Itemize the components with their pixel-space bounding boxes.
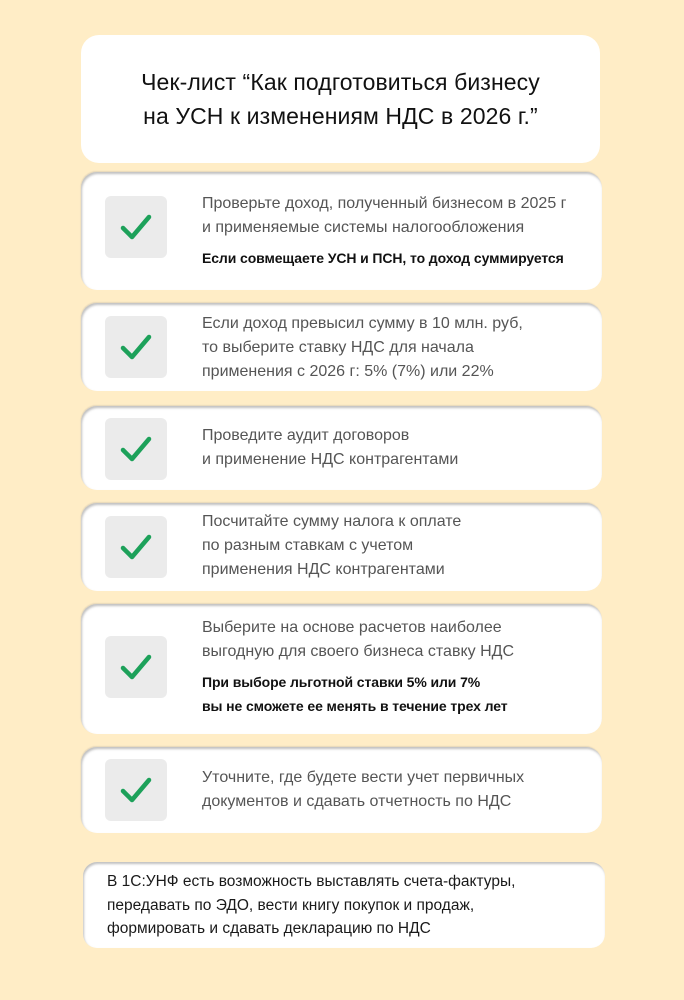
title-card: [81, 35, 600, 163]
checkbox[interactable]: [105, 196, 167, 258]
item-text: [202, 424, 594, 472]
checklist-item: [81, 604, 602, 734]
page-title: [141, 65, 540, 133]
checkmark-icon: [119, 434, 153, 464]
checkmark-icon: [119, 532, 153, 562]
item-main-line: Посчитайте сумму налога к оплате: [202, 513, 462, 530]
item-note-line: Если совмещаете УСН и ПСН, то доход суммируется: [202, 250, 564, 266]
checkbox[interactable]: [105, 759, 167, 821]
checkbox[interactable]: [105, 636, 167, 698]
title-line: Чек-лист “Как подготовиться бизнесу: [141, 69, 540, 95]
info-note: [83, 862, 605, 948]
item-note-line: вы не сможете ее менять в течение трех лет: [202, 698, 508, 714]
item-main-line: по разным ставкам с учетом: [202, 537, 414, 554]
checkmark-icon: [119, 332, 153, 362]
item-main-line: Проверьте доход, полученный бизнесом в 2025 г: [202, 195, 567, 212]
item-text: [202, 192, 594, 270]
checklist-item: [81, 406, 602, 490]
item-main-line: и применение НДС контрагентами: [202, 451, 459, 468]
info-text: [107, 870, 515, 941]
item-text: [202, 510, 594, 582]
item-text: [202, 312, 594, 384]
item-text: [202, 766, 594, 814]
item-main-line: выгодную для своего бизнеса ставку НДС: [202, 643, 515, 660]
title-line: на УСН к изменениям НДС в 2026 г.”: [143, 103, 538, 129]
info-line: передавать по ЭДО, вести книгу покупок и продаж,: [107, 896, 475, 914]
checkmark-icon: [119, 652, 153, 682]
checkbox[interactable]: [105, 516, 167, 578]
checklist-item: [81, 503, 602, 591]
item-note-line: При выборе льготной ставки 5% или 7%: [202, 674, 481, 690]
item-main-line: применения с 2026 г: 5% (7%) или 22%: [202, 363, 494, 380]
item-main-line: Уточните, где будете вести учет первичных: [202, 769, 525, 786]
checkbox[interactable]: [105, 316, 167, 378]
item-main-line: и применяемые системы налогообложения: [202, 219, 525, 236]
item-main-line: документов и сдавать отчетность по НДС: [202, 793, 512, 810]
info-line: В 1С:УНФ есть возможность выставлять счета-фактуры,: [107, 873, 516, 890]
info-line: формировать и сдавать декларацию по НДС: [107, 920, 431, 937]
checkmark-icon: [119, 212, 153, 242]
checklist-item: [81, 172, 602, 290]
item-main-line: Проведите аудит договоров: [202, 427, 410, 444]
item-main-line: применения НДС контрагентами: [202, 561, 445, 578]
item-text: [202, 616, 594, 718]
checklist-item: [81, 747, 602, 833]
checkmark-icon: [119, 775, 153, 805]
item-main-line: то выберите ставку НДС для начала: [202, 339, 474, 356]
checklist-item: [81, 303, 602, 391]
item-main-line: Если доход превысил сумму в 10 млн. руб,: [202, 315, 523, 332]
item-main-line: Выберите на основе расчетов наиболее: [202, 619, 502, 636]
checkbox[interactable]: [105, 418, 167, 480]
